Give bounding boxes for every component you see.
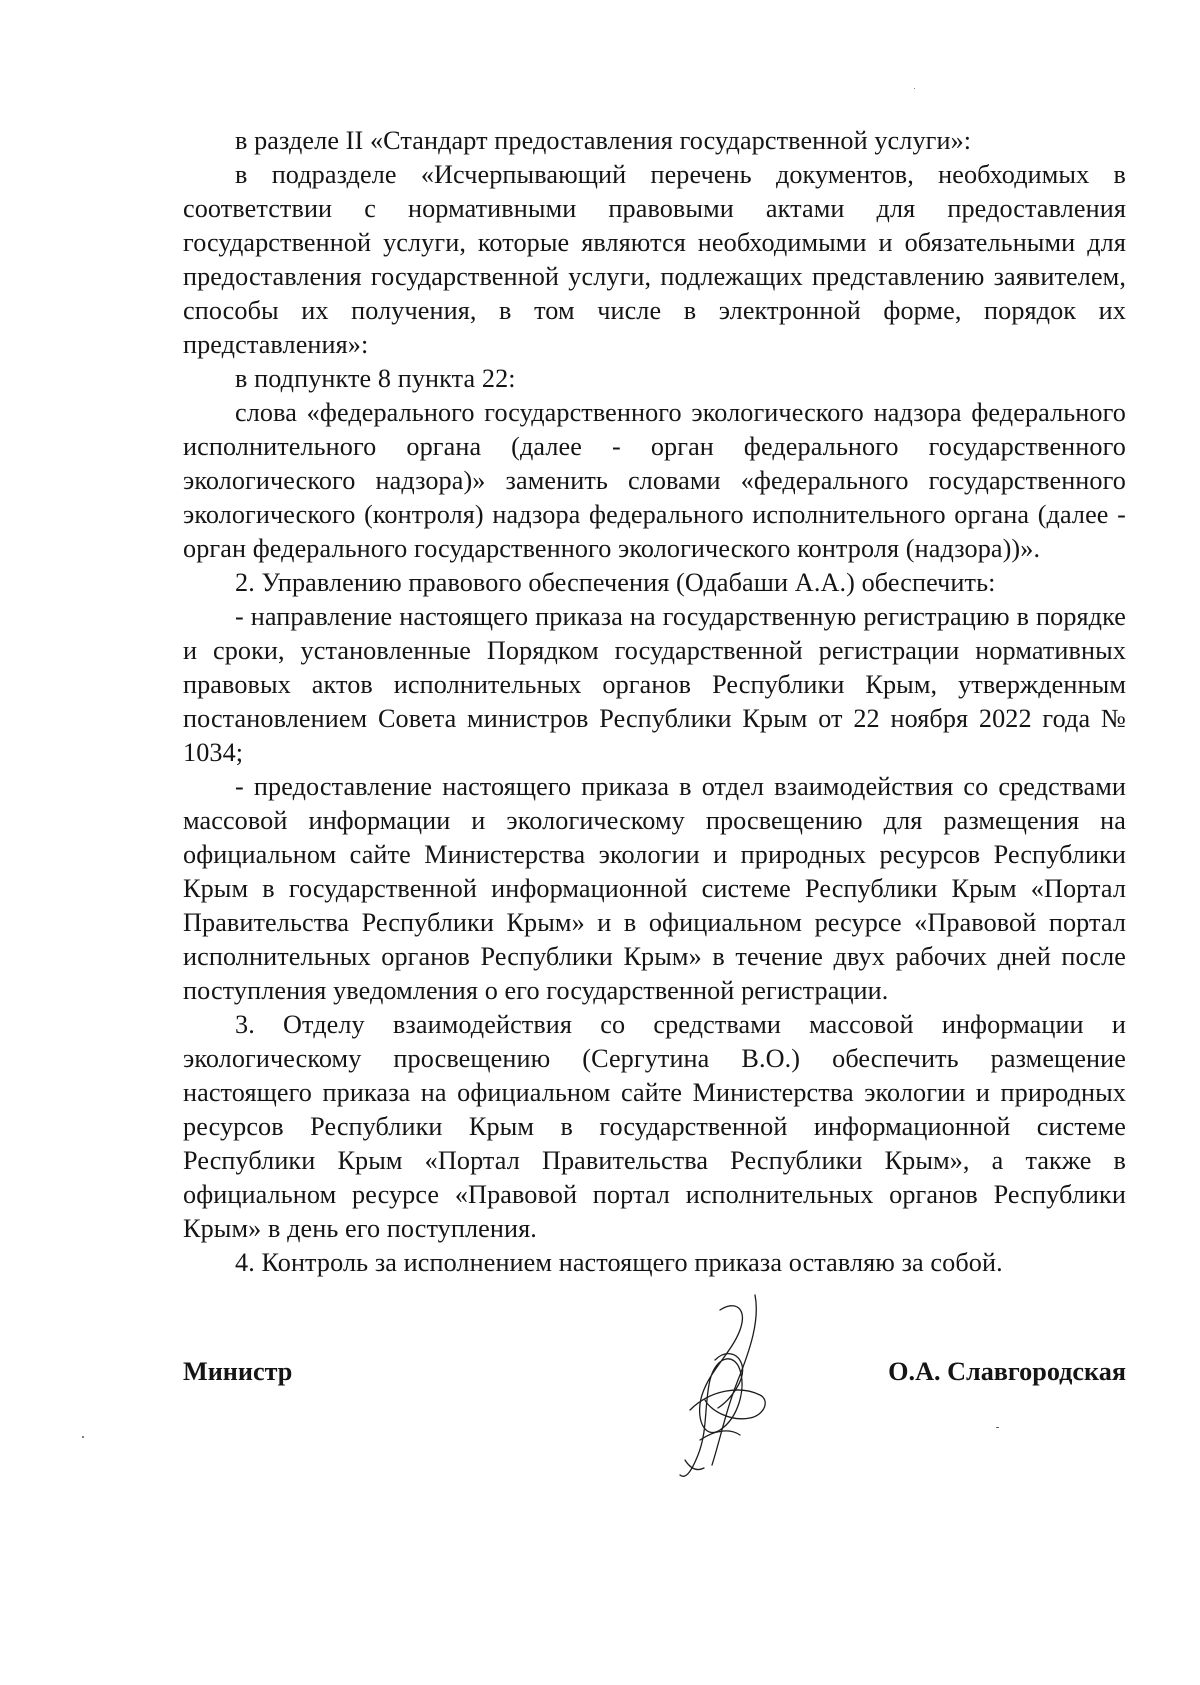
paragraph-subpoint: в подпункте 8 пункта 22: (235, 364, 516, 393)
scan-speck (82, 1436, 84, 1438)
paragraph-section-heading: в разделе II «Стандарт предоставления государственной услуги»: (235, 126, 972, 155)
signature-row (183, 1352, 1126, 1392)
handwritten-signature (660, 1290, 810, 1490)
paragraph-item-3: 3. Отделу взаимодействия со средствами массовой информации и экологическому просвещению (Сергутина В.О.) обеспечить размещение настоящего приказа на официальном сайте Министерства экологии и природных ресурсов Республики Крым в государственной информационной системе Республики Крым «Портал Правительства Республики Крым», а также в официальном ресурсе «Правовой портал исполнительных органов Республики Крым» в день его поступления. (183, 1010, 1126, 1243)
signatory-title: Министр (183, 1357, 293, 1386)
document-body (183, 124, 1126, 1280)
paragraph-replace-words: слова «федерального государственного экологического надзора федерального исполнительного органа (далее - орган федерального государственного экологического надзора)» заменить словами «федерального государственного экологического (контроля) надзора федерального исполнительного органа (далее - орган федерального государственного экологического контроля (надзора))». (183, 398, 1126, 563)
paragraph-item-2-direction: - направление настоящего приказа на государственную регистрацию в порядке и сроки, установленные Порядком государственной регистрации нормативных правовых актов исполнительных органов Республики Крым, утвержденным постановлением Совета министров Республики Крым от 22 ноября 2022 года № 1034; (183, 602, 1126, 767)
paragraph-item-2-provision: - предоставление настоящего приказа в отдел взаимодействия со средствами массовой информации и экологическому просвещению для размещения на официальном сайте Министерства экологии и природных ресурсов Республики Крым в государственной информационной системе Республики Крым «Портал Правительства Республики Крым» и в официальном ресурсе «Правовой портал исполнительных органов Республики Крым» в течение двух рабочих дней после поступления уведомления о его государственной регистрации. (183, 772, 1126, 1005)
scan-speck (914, 88, 915, 89)
paragraph-item-4: 4. Контроль за исполнением настоящего приказа оставляю за собой. (235, 1248, 1003, 1277)
paragraph-item-2: 2. Управлению правового обеспечения (Одабаши А.А.) обеспечить: (235, 568, 996, 597)
scan-speck (996, 1427, 999, 1428)
paragraph-subsection: в подразделе «Исчерпывающий перечень документов, необходимых в соответствии с нормативными правовыми актами для предоставления государственной услуги, которые являются необходимыми и обязательными для предоставления государственной услуги, подлежащих представлению заявителем, способы их получения, в том числе в электронной форме, порядок их представления»: (183, 160, 1126, 359)
signatory-name: О.А. Славгородская (888, 1357, 1126, 1386)
